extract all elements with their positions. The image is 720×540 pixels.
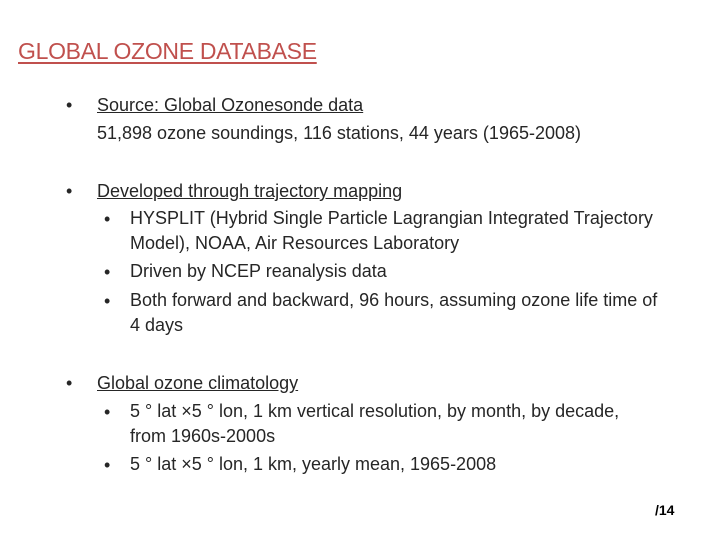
page-number: /14	[655, 502, 675, 518]
slide-title: GLOBAL OZONE DATABASE	[18, 38, 317, 64]
sub-bullet-icon: •	[104, 209, 111, 229]
list-item: Driven by NCEP reanalysis data	[130, 261, 387, 281]
list-item: HYSPLIT (Hybrid Single Particle Lagrangian Integrated Trajectory Model), NOAA, Air Resources Laboratory	[130, 208, 653, 253]
section-detail-source: 51,898 ozone soundings, 116 stations, 44 years (1965-2008)	[97, 123, 582, 143]
bullet-icon: •	[66, 95, 73, 115]
sub-bullet-icon: •	[104, 402, 111, 422]
list-item: 5 ° lat ×5 ° lon, 1 km vertical resolution, by month, by decade, from 1960s-2000s	[130, 401, 620, 446]
section-heading-climatology: Global ozone climatology	[97, 373, 299, 393]
section-heading-trajectory: Developed through trajectory mapping	[97, 181, 403, 201]
sub-bullet-icon: •	[104, 291, 111, 311]
list-item: Both forward and backward, 96 hours, assuming ozone life time of 4 days	[130, 290, 658, 335]
sub-bullet-icon: •	[104, 262, 111, 282]
bullet-icon: •	[66, 181, 73, 201]
bullet-icon: •	[66, 373, 73, 393]
list-item: 5 ° lat ×5 ° lon, 1 km, yearly mean, 1965-2008	[130, 454, 497, 474]
section-heading-source: Source: Global Ozonesonde data	[97, 95, 364, 115]
sub-bullet-icon: •	[104, 455, 111, 475]
